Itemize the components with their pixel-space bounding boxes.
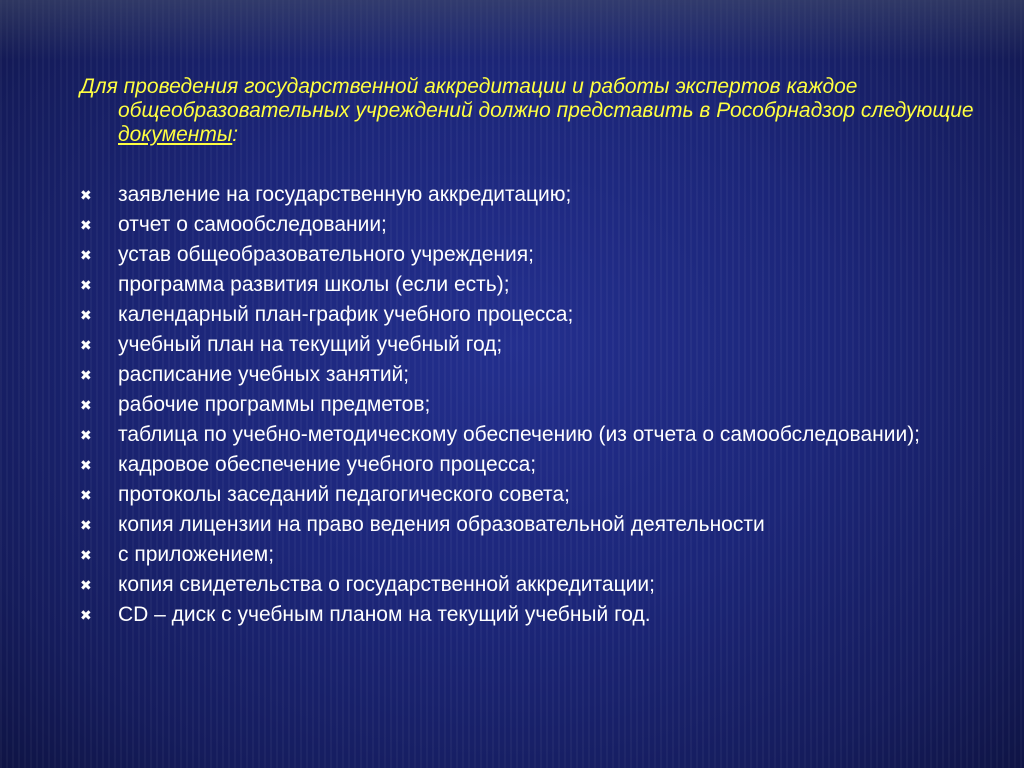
list-item (80, 213, 960, 237)
cross-bullet-icon: ✖ (80, 517, 92, 533)
list-item (80, 333, 960, 357)
list-item-text: протоколы заседаний педагогического совета; (118, 483, 570, 506)
list-item (80, 183, 960, 207)
list-item-text: с приложением; (118, 543, 275, 566)
cross-bullet-icon: ✖ (80, 427, 92, 443)
cross-bullet-icon: ✖ (80, 367, 92, 383)
list-item (80, 513, 960, 537)
cross-bullet-icon: ✖ (80, 397, 92, 413)
cross-bullet-icon: ✖ (80, 547, 92, 563)
cross-bullet-icon: ✖ (80, 277, 92, 293)
cross-bullet-icon: ✖ (80, 337, 92, 353)
list-item (80, 453, 960, 477)
list-item-text: календарный план-график учебного процесса; (118, 303, 574, 326)
cross-bullet-icon: ✖ (80, 217, 92, 233)
list-item (80, 423, 960, 447)
list-item (80, 273, 960, 297)
cross-bullet-icon: ✖ (80, 607, 92, 623)
list-item-text: кадровое обеспечение учебного процесса; (118, 453, 537, 476)
cross-bullet-icon: ✖ (80, 457, 92, 473)
list-item-text: учебный план на текущий учебный год; (118, 333, 503, 356)
list-item-text: программа развития школы (если есть); (118, 273, 510, 296)
list-item-text: рабочие программы предметов; (118, 393, 431, 416)
intro-text: Для проведения государственной аккредитации и работы экспертов каждое общеобразовательных учреждений должно представить в Рособрнадзор следующие (80, 75, 974, 122)
list-item (80, 303, 960, 327)
intro-paragraph (80, 75, 998, 147)
list-item (80, 573, 960, 597)
list-item-text: таблица по учебно-методическому обеспечению (из отчета о самообследовании); (118, 423, 921, 446)
list-item-text: расписание учебных занятий; (118, 363, 410, 386)
list-item (80, 243, 960, 267)
cross-bullet-icon: ✖ (80, 487, 92, 503)
list-item-text: копия лицензии на право ведения образовательной деятельности (118, 513, 765, 536)
list-item-text: копия свидетельства о государственной аккредитации; (118, 573, 655, 596)
intro-colon: : (232, 123, 239, 146)
list-item (80, 603, 960, 627)
documents-list (80, 183, 960, 633)
list-item (80, 393, 960, 417)
cross-bullet-icon: ✖ (80, 577, 92, 593)
list-item-text: устав общеобразовательного учреждения; (118, 243, 534, 266)
list-item (80, 363, 960, 387)
list-item (80, 543, 960, 567)
cross-bullet-icon: ✖ (80, 307, 92, 323)
list-item-text: CD – диск с учебным планом на текущий учебный год. (118, 603, 651, 626)
documents-word: документы (118, 123, 233, 146)
list-item (80, 483, 960, 507)
cross-bullet-icon: ✖ (80, 247, 92, 263)
list-item-text: отчет о самообследовании; (118, 213, 387, 236)
list-item-text: заявление на государственную аккредитацию; (118, 183, 572, 206)
cross-bullet-icon: ✖ (80, 187, 92, 203)
